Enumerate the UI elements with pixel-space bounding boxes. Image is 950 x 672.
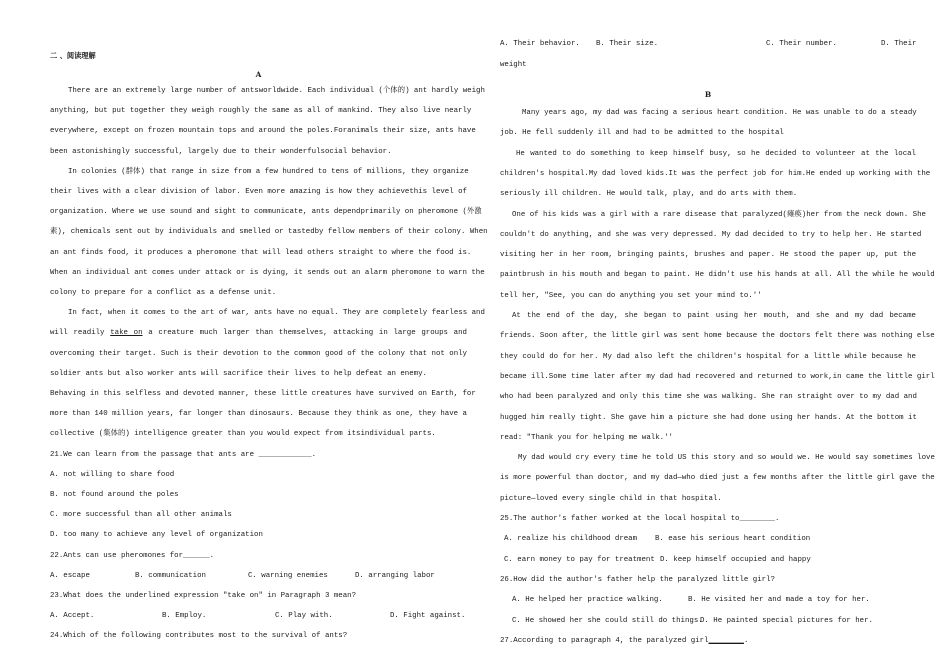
text-line: an ant finds food, it produces a pheromone that will lead others straight to where the food is. — [50, 248, 472, 257]
text-option: C. warning enemies — [248, 571, 328, 580]
text-line: 27.According to paragraph 4, the paralyzed girl________. — [500, 636, 749, 645]
text-option: C. earn money to pay for treatment — [504, 555, 655, 564]
text-line: soldier ants but also worker ants will sacrifice their lives to help defeat an enemy. — [50, 369, 427, 378]
text-line: There are an extremely large number of antsworldwide. Each individual (个体的) ant hardly weigh — [68, 87, 485, 95]
text-line: At the end of the day, she began to paint using her mouth, and she and my dad became — [512, 312, 916, 320]
text-line: organization. Where we use sound and sight to communicate, ants dependprimarily on pheromone (外激 — [50, 208, 482, 217]
text-line: who had been paralyzed and only this time she was walking. She ran straight over to my dad and — [500, 393, 917, 402]
text-line: A. not willing to share food — [50, 470, 175, 479]
question-24-option: A. Their behavior. — [500, 40, 580, 48]
text-line: tell her, "See, you can do anything you set your mind to.'' — [500, 291, 762, 300]
text-line: been astonishingly successful, largely due to their wonderfulsocial behavior. — [50, 147, 392, 156]
text-line: B. not found around the poles — [50, 491, 179, 499]
text-line: children's hospital.My dad loved kids.It was the perfect job for him.He ended up working with the — [500, 169, 931, 178]
text-option: A. He helped her practice walking. — [512, 596, 663, 605]
passage-a-title: A — [255, 70, 262, 79]
text-line: is more powerful than doctor, and my dad—who died just a few months after the little girl gave the — [500, 474, 935, 483]
text-line: seriously ill children. He would talk, play, and do arts with them. — [500, 190, 798, 199]
text-line: anything, but put together they weigh roughly the same as all of mankind. They also live nearly — [50, 107, 472, 116]
text-line: collective (集体的) intelligence greater than you would expect from itsindividual parts. — [50, 430, 436, 439]
text-line: they could do for her. My dad also left the children's hospital for a little while because he — [500, 352, 916, 361]
text-line: visiting her in her room, bringing paints, brushes and paper. He stood the paper up, put the — [500, 251, 916, 260]
question-24-option: B. Their size. — [596, 40, 659, 48]
text-line: My dad would cry every time he told US this story and so would we. He would say sometimes love — [518, 454, 935, 463]
text-line: 素), chemicals sent out by individuals and smelled or tastedby fellow members of their colony. When — [50, 228, 488, 237]
text-option: D. keep himself occupied and happy — [660, 555, 811, 564]
question-24-option-d-cont: weight — [500, 61, 527, 69]
text-line: In fact, when it comes to the art of war, ants have no equal. They are completely fearless and — [68, 309, 485, 318]
text-line: colony to prepare for a conflict as a defense unit. — [50, 289, 277, 297]
text-line: C. more successful than all other animals — [50, 511, 232, 520]
text-line: will readily take on a creature much larger than themselves, attacking in large groups and — [50, 329, 467, 338]
text-line: 23.What does the underlined expression "take on" in Paragraph 3 mean? — [50, 592, 357, 600]
text-line: paintbrush in his mouth and began to paint. He didn't use his hands at all. All the while he would — [500, 271, 935, 280]
text-option: B. Employ. — [162, 612, 207, 621]
text-line: 21.We can learn from the passage that ants are ____________. — [50, 450, 317, 459]
underlined-phrase: ________ — [708, 636, 744, 645]
text-line: 25.The author's father worked at the local hospital to________. — [500, 515, 780, 523]
text-line: D. too many to achieve any level of organization — [50, 531, 263, 540]
text-option: A. realize his childhood dream — [504, 535, 638, 544]
text-line: When an individual ant comes under attack or is dying, it sends out an alarm pheromone to warn the — [50, 268, 485, 277]
text-option: C. He showed her she could still do things. — [512, 616, 703, 625]
text-line: He wanted to do something to keep himself busy, so he decided to volunteer at the local — [516, 149, 916, 158]
text-line: 26.How did the author's father help the paralyzed little girl? — [500, 575, 775, 584]
text-option: D. Fight against. — [390, 612, 466, 621]
text-line: became ill.Some time later after my dad had recovered and returned to work,in came the little girl — [500, 372, 935, 381]
text-line: One of his kids was a girl with a rare disease that paralyzed(瘫痪)her from the neck down. She — [512, 210, 926, 219]
text-line: picture—loved every single child in that hospital. — [500, 494, 722, 503]
text-line: everywhere, except on frozen mountain tops and around the poles.Foranimals their size, ants have — [50, 127, 476, 136]
text-option: D. He painted special pictures for her. — [700, 616, 873, 625]
text-option: B. communication — [135, 571, 206, 580]
text-line: couldn't do anything, and she was very depressed. My dad decided to try to help her. He started — [500, 230, 922, 239]
text-option: D. arranging labor — [355, 571, 435, 580]
text-option: C. Play with. — [275, 612, 333, 621]
text-line: read: "Thank you for helping me walk.'' — [500, 433, 673, 442]
section-heading: 二 、阅读理解 — [50, 51, 96, 60]
text-line: Many years ago, my dad was facing a serious heart condition. He was unable to do a steady — [522, 109, 917, 117]
question-24-option: D. Their — [881, 40, 917, 48]
text-line: job. He fell suddenly ill and had to be admitted to the hospital — [500, 129, 784, 138]
text-line: 22.Ants can use pheromones for______. — [50, 551, 215, 560]
text-option: A. Accept. — [50, 612, 95, 621]
text-line: In colonies (群体) that range in size from a few hundred to tens of millions, they organize — [68, 167, 469, 176]
text-line: overcoming their target. Such is their devotion to the common good of the colony that not only — [50, 349, 467, 358]
text-line: friends. Soon after, the little girl was sent home because the doctors felt there was nothing else — [500, 332, 935, 341]
text-option: B. He visited her and made a toy for her. — [688, 596, 870, 605]
text-option: B. ease his serious heart condition — [655, 535, 811, 544]
question-24-option: C. Their number. — [766, 40, 837, 48]
text-line: hugged him really tight. She gave him a picture she had done using her hands. At the bottom it — [500, 413, 917, 422]
passage-b-title: B — [704, 90, 712, 99]
text-line: Behaving in this selfless and devoted manner, these little creatures have survived on Earth, for — [50, 390, 476, 398]
text-option: A. escape — [50, 571, 90, 580]
text-line: more than 140 million years, far longer than dinosaurs. Because they think as one, they have a — [50, 410, 467, 419]
text-line: 24.Which of the following contributes most to the survival of ants? — [50, 632, 348, 641]
text-line: their lives with a clear division of labor. Even more amazing is how they achievethis level of — [50, 188, 467, 196]
underlined-phrase: take on — [110, 329, 143, 338]
